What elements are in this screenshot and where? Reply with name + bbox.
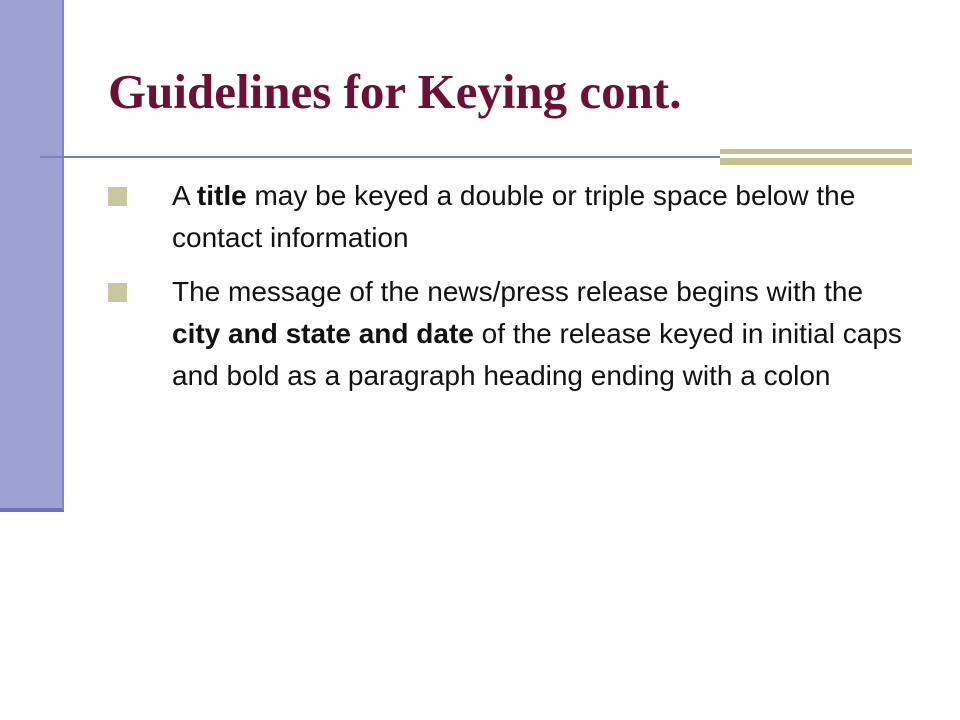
bullet-list bbox=[108, 175, 908, 409]
bullet-text-segment: The message of the news/press release begins with the bbox=[172, 276, 864, 307]
bullet-text-segment: may be keyed a double or triple space below the contact information bbox=[172, 180, 856, 253]
slide-title: Guidelines for Keying cont. bbox=[108, 64, 682, 119]
bullet-item bbox=[108, 175, 908, 259]
square-bullet-icon bbox=[108, 187, 127, 206]
square-bullet-icon bbox=[108, 283, 127, 302]
bullet-text bbox=[172, 276, 902, 391]
title-divider bbox=[40, 156, 720, 158]
bullet-text-bold: city and state and date bbox=[172, 318, 474, 349]
bullet-text bbox=[172, 180, 855, 253]
bullet-text-segment: of the release keyed in initial caps and bold as a paragraph heading ending with a colon bbox=[172, 318, 902, 391]
bullet-text-segment: A bbox=[172, 180, 197, 211]
bullet-text-bold: title bbox=[196, 180, 247, 211]
bullet-item bbox=[108, 271, 908, 397]
left-decorative-bar bbox=[0, 0, 64, 512]
accent-bar bbox=[720, 149, 912, 165]
